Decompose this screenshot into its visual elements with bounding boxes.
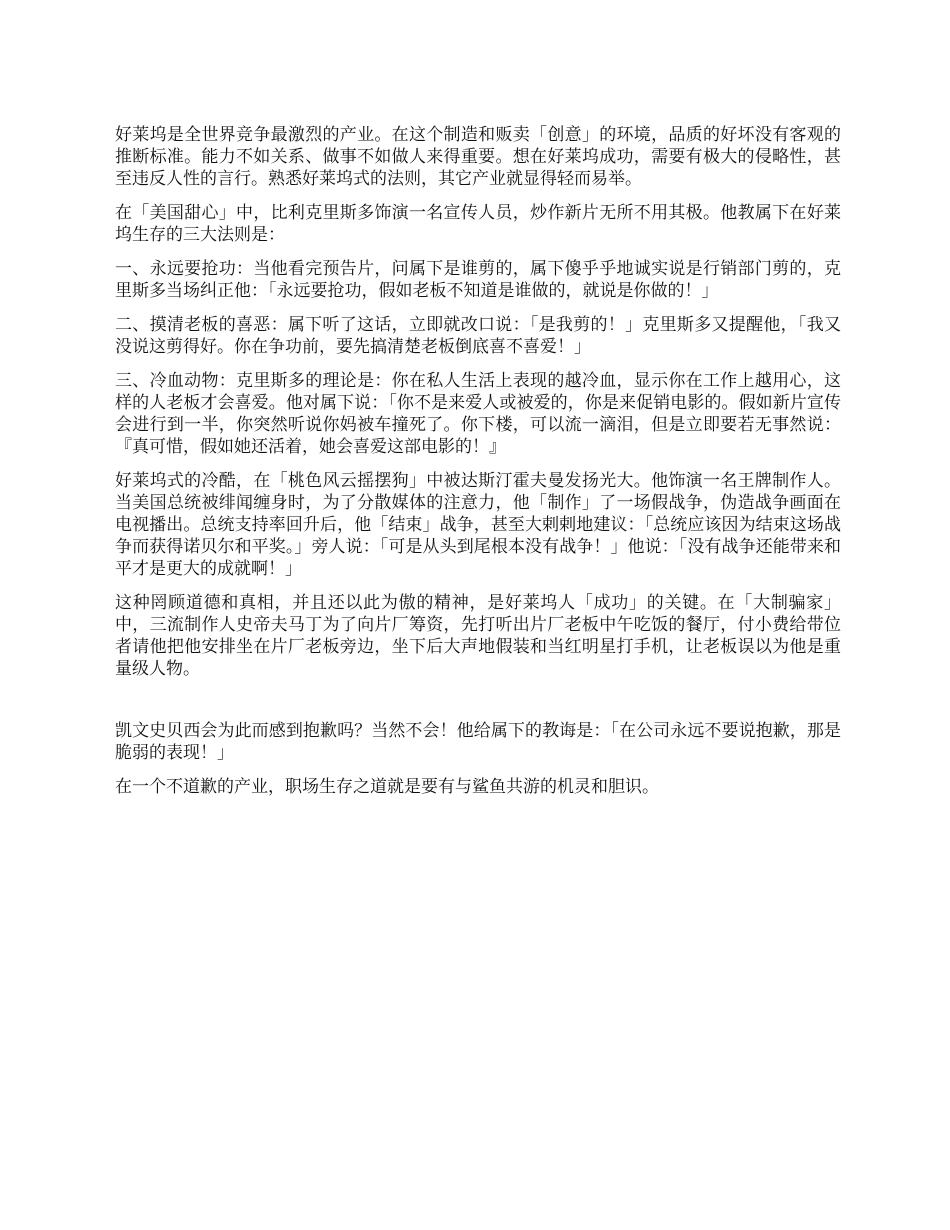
- paragraph-4: 二、摸清老板的喜恶：属下听了这话，立即就改口说：「是我剪的！」克里斯多又提醒他，「我又没说这剪得好。你在争功前，要先搞清楚老板倒底喜不喜爱！」: [115, 315, 841, 357]
- paragraph-6: 好莱坞式的冷酷，在「桃色风云摇摆狗」中被达斯汀霍夫曼发扬光大。他饰演一名王牌制作人。当美国总统被绯闻缠身时，为了分散媒体的注意力，他「制作」了一场假战争，伪造战争画面在电视播出。总统支持率回升后，他「结束」战争，甚至大剌剌地建议：「总统应该因为结束这场战争而获得诺贝尔和平奖。」旁人说：「可是从头到尾根本没有战争！」他说：「没有战争还能带来和平才是更大的成就啊！」: [115, 471, 841, 579]
- paragraph-9: 在一个不道歉的产业，职场生存之道就是要有与鲨鱼共游的机灵和胆识。: [115, 777, 659, 797]
- paragraph-1: 好莱坞是全世界竞争最激烈的产业。在这个制造和贩卖「创意」的环境，品质的好坏没有客观的推断标准。能力不如关系、做事不如做人来得重要。想在好莱坞成功，需要有极大的侵略性，甚至违反人性的言行。熟悉好莱坞式的法则，其它产业就显得轻而易举。: [115, 125, 841, 189]
- paragraph-8: 凯文史贝西会为此而感到抱歉吗？当然不会！他给属下的教诲是：「在公司永远不要说抱歉，那是脆弱的表现！」: [115, 721, 841, 763]
- paragraph-2: 在「美国甜心」中，比利克里斯多饰演一名宣传人员，炒作新片无所不用其极。他教属下在好莱坞生存的三大法则是：: [115, 203, 841, 245]
- paragraph-3: 一、永远要抢功：当他看完预告片，问属下是谁剪的，属下傻乎乎地诚实说是行销部门剪的，克里斯多当场纠正他：「永远要抢功，假如老板不知道是谁做的，就说是你做的！」: [115, 259, 841, 301]
- paragraph-5: 三、冷血动物：克里斯多的理论是：你在私人生活上表现的越冷血，显示你在工作上越用心，这样的人老板才会喜爱。他对属下说：「你不是来爱人或被爱的，你是来促销电影的。假如新片宣传会进行到一半，你突然听说你妈被车撞死了。你下楼，可以流一滴泪，但是立即要若无事然说：『真可惜，假如她还活着，她会喜爱这部电影的！』: [115, 371, 841, 457]
- paragraph-7: 这种罔顾道德和真相，并且还以此为傲的精神，是好莱坞人「成功」的关键。在「大制骗家」中，三流制作人史帝夫马丁为了向片厂筹资，先打听出片厂老板中午吃饭的餐厅，付小费给带位者请他把他安排坐在片厂老板旁边，坐下后大声地假装和当红明星打手机，让老板误以为他是重量级人物。: [115, 593, 841, 679]
- document-body: [115, 124, 841, 810]
